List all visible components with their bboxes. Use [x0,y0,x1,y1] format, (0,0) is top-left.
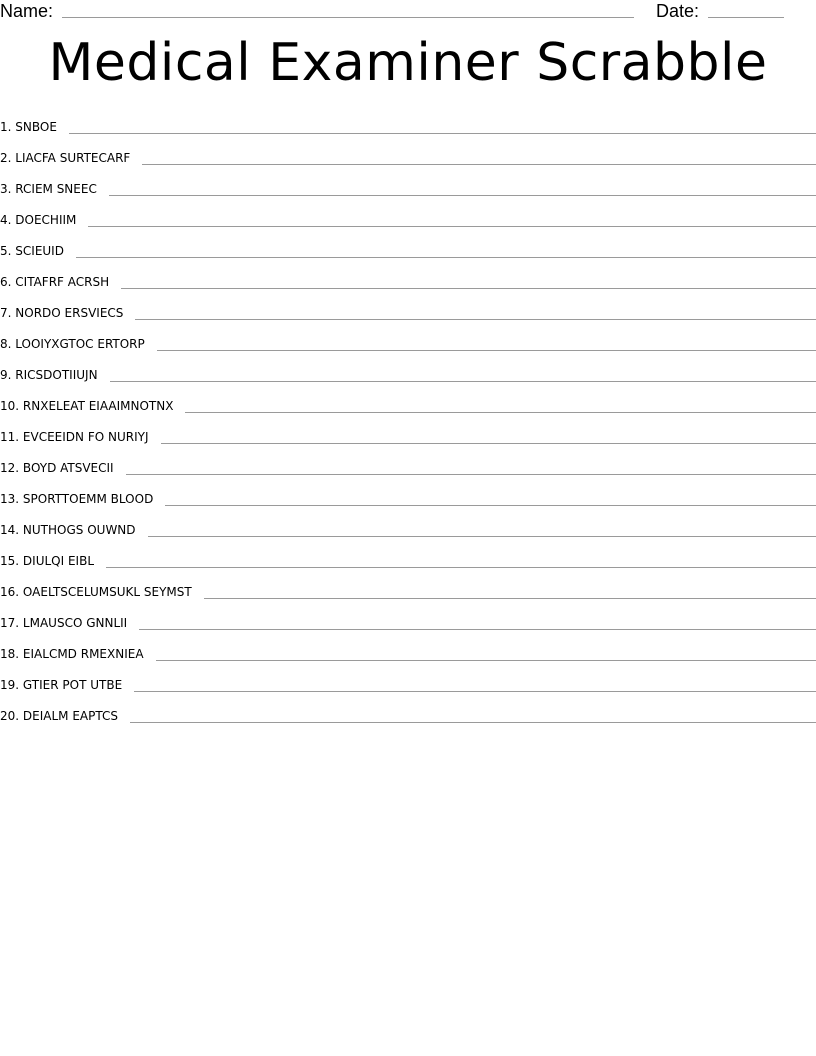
item-number: 20. [0,708,20,723]
answer-line[interactable] [121,288,816,289]
item-number: 6. [0,274,12,289]
list-item [0,607,816,638]
page-title: Medical Examiner Scrabble [48,33,768,93]
item-number: 1. [0,119,12,134]
answer-line[interactable] [130,722,816,723]
date-field[interactable] [708,17,784,18]
scrambled-word: EIALCMD RMEXNIEA [22,646,144,661]
list-item [0,638,816,669]
scrambled-word: SNBOE [15,119,57,134]
item-number: 5. [0,243,12,258]
scrambled-word: EVCEEIDN FO NURIYJ [22,429,149,444]
scrambled-word: DEIALM EAPTCS [22,708,118,723]
scrambled-word: DOECHIIM [15,212,77,227]
list-item [0,359,816,390]
list-item [0,328,816,359]
item-number: 2. [0,150,12,165]
list-item [0,297,816,328]
list-item [0,421,816,452]
answer-line[interactable] [109,195,816,196]
answer-line[interactable] [134,691,816,692]
list-item [0,173,816,204]
item-number: 16. [0,584,20,599]
item-number: 17. [0,615,20,630]
item-number: 7. [0,305,12,320]
scrambled-word: DIULQI EIBL [22,553,95,568]
scrambled-word: RCIEM SNEEC [15,181,97,196]
header [0,0,816,26]
answer-line[interactable] [135,319,816,320]
scrambled-word: RICSDOTIIUJN [15,367,98,382]
answer-line[interactable] [157,350,816,351]
item-number: 3. [0,181,12,196]
list-item [0,111,816,142]
answer-line[interactable] [88,226,816,227]
item-number: 14. [0,522,20,537]
answer-line[interactable] [126,474,816,475]
scrambled-word: CITAFRF ACRSH [15,274,110,289]
list-item [0,514,816,545]
answer-line[interactable] [185,412,816,413]
answer-line[interactable] [204,598,816,599]
scrambled-word: SCIEUID [15,243,64,258]
item-number: 15. [0,553,20,568]
word-list [0,111,816,731]
list-item [0,266,816,297]
list-item [0,390,816,421]
answer-line[interactable] [106,567,816,568]
scrambled-word: NORDO ERSVIECS [15,305,124,320]
list-item [0,545,816,576]
scrambled-word: LOOIYXGTOC ERTORP [15,336,145,351]
answer-line[interactable] [139,629,816,630]
answer-line[interactable] [148,536,816,537]
scrambled-word: LIACFA SURTECARF [15,150,131,165]
item-number: 12. [0,460,20,475]
item-number: 8. [0,336,12,351]
answer-line[interactable] [142,164,816,165]
list-item [0,204,816,235]
item-number: 10. [0,398,20,413]
scrambled-word: BOYD ATSVECII [22,460,114,475]
scrambled-word: GTIER POT UTBE [22,677,123,692]
scrambled-word: RNXELEAT EIAAIMNOTNX [22,398,174,413]
answer-line[interactable] [165,505,816,506]
scrambled-word: LMAUSCO GNNLII [22,615,128,630]
answer-line[interactable] [156,660,816,661]
item-number: 4. [0,212,12,227]
item-number: 13. [0,491,20,506]
date-label: Date: [656,1,700,21]
name-label: Name: [0,1,54,21]
answer-line[interactable] [69,133,816,134]
scrambled-word: OAELTSCELUMSUKL SEYMST [22,584,192,599]
item-number: 18. [0,646,20,661]
name-field[interactable] [62,17,634,18]
list-item [0,235,816,266]
answer-line[interactable] [110,381,816,382]
list-item [0,576,816,607]
item-number: 19. [0,677,20,692]
answer-line[interactable] [161,443,816,444]
item-number: 9. [0,367,12,382]
list-item [0,142,816,173]
list-item [0,669,816,700]
scrambled-word: NUTHOGS OUWND [22,522,136,537]
item-number: 11. [0,429,20,444]
list-item [0,452,816,483]
list-item [0,700,816,731]
scrambled-word: SPORTTOEMM BLOOD [22,491,154,506]
list-item [0,483,816,514]
answer-line[interactable] [76,257,816,258]
